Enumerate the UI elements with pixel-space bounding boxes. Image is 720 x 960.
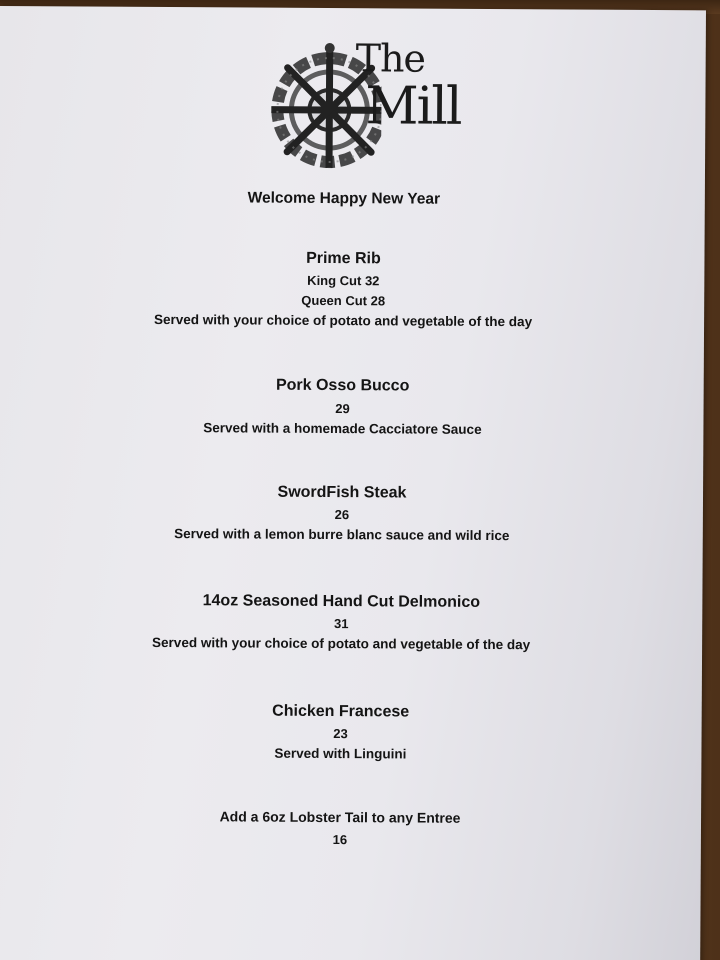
item-name: 14oz Seasoned Hand Cut Delmonico: [202, 592, 481, 611]
item-description: Served with your choice of potato and vegetable of the day: [152, 634, 531, 653]
restaurant-logo: [271, 38, 472, 169]
addon-text: Add a 6oz Lobster Tail to any Entree: [219, 808, 461, 826]
menu-page: [0, 6, 706, 960]
welcome-heading: Welcome Happy New Year: [247, 189, 441, 208]
logo-text-the: The: [355, 36, 426, 81]
item-name: SwordFish Steak: [277, 483, 407, 502]
item-name: Pork Osso Bucco: [275, 376, 410, 395]
item-description: Served with your choice of potato and vegetable of the day: [153, 311, 533, 330]
item-description: Served with Linguini: [274, 745, 407, 762]
item-price: 31: [333, 616, 349, 632]
item-price: 23: [333, 726, 348, 742]
logo-text-mill: Mill: [365, 76, 461, 137]
item-name: Prime Rib: [306, 249, 381, 268]
item-description: Served with a homemade Cacciatore Sauce: [203, 420, 482, 437]
addon-price: 16: [332, 832, 348, 848]
item-name: Chicken Francese: [272, 702, 410, 721]
item-price: Queen Cut 28: [301, 292, 386, 309]
item-price: 26: [334, 507, 350, 523]
item-description: Served with a lemon burre blanc sauce and wild rice: [174, 526, 510, 544]
item-price: 29: [335, 401, 350, 417]
item-price: King Cut 32: [307, 272, 380, 289]
